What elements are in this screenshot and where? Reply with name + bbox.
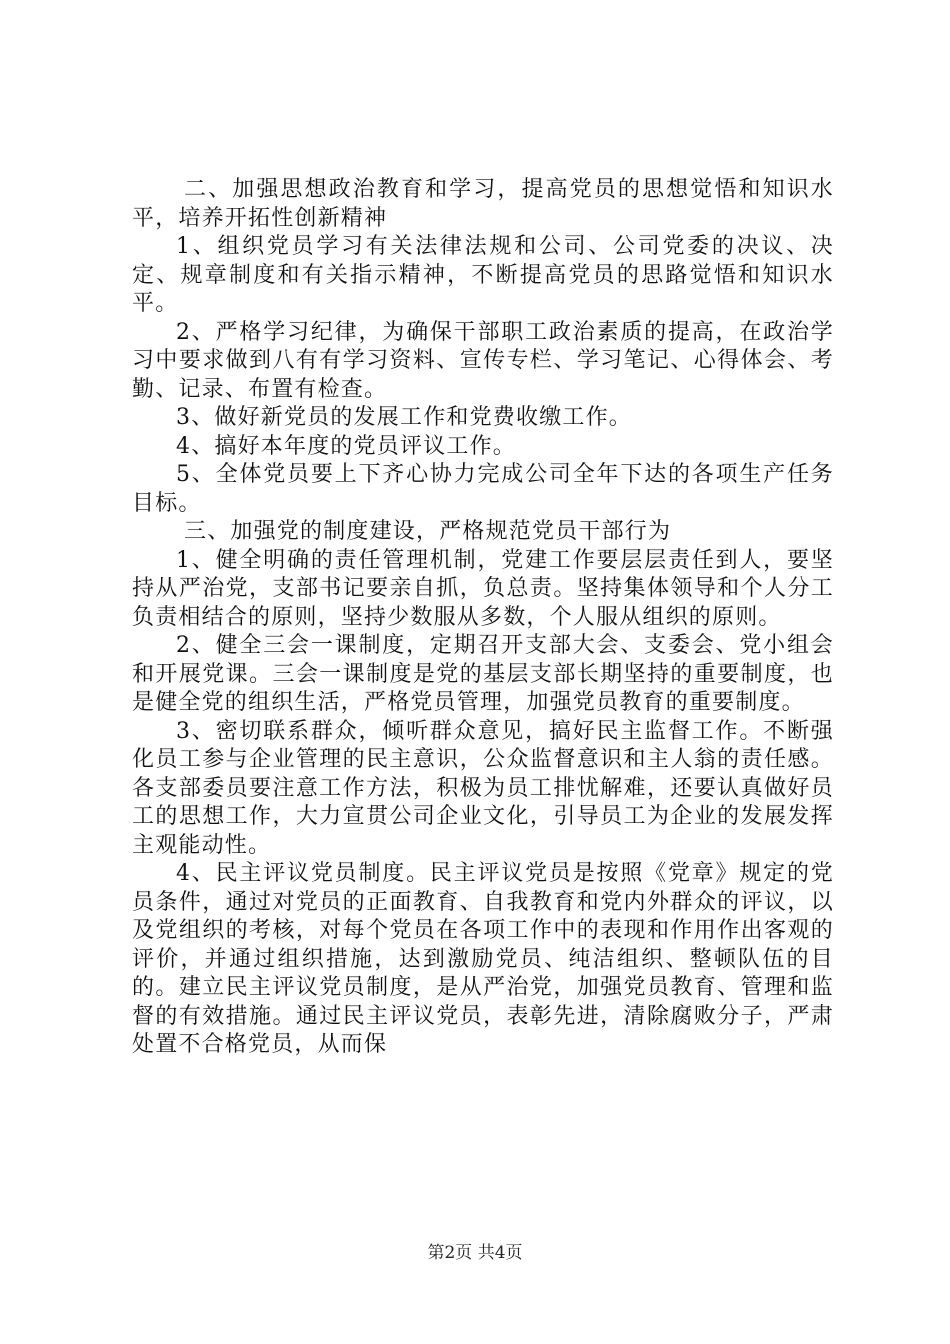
section-heading-2: 二、加强思想政治教育和学习，提高党员的思想觉悟和知识水平，培养开拓性创新精神 — [132, 177, 834, 231]
document-body — [132, 176, 834, 1060]
paragraph-item-3-1: 1、健全明确的责任管理机制，党建工作要层层责任到人，要坚持从严治党，支部书记要亲自抓，负总责。坚持集体领导和个人分工负责相结合的原则，坚持少数服从多数，个人服从组织的原则。 — [132, 547, 834, 630]
paragraph-item-2-5: 5、全体党员要上下齐心协力完成公司全年下达的各项生产任务目标。 — [132, 462, 834, 516]
paragraph-item-2-1: 1、组织党员学习有关法律法规和公司、公司党委的决议、决定、规章制度和有关指示精神，不断提高党员的思路觉悟和知识水平。 — [132, 234, 834, 316]
paragraph-item-2-3: 3、做好新党员的发展工作和党费收缴工作。 — [176, 405, 632, 430]
paragraph-item-3-3: 3、密切联系群众，倾听群众意见，搞好民主监督工作。不断强化员工参与企业管理的民主意识，公众监督意识和主人翁的责任感。各支部委员要注意工作方法，积极为员工排忧解难，还要认真做好员工的思想工作，大力宣贯公司企业文化，引导员工为企业的发展发挥主观能动性。 — [132, 718, 834, 858]
section-heading-3: 三、加强党的制度建设，严格规范党员干部行为 — [184, 519, 672, 544]
page-number-footer: 第2页 共4页 — [427, 1243, 523, 1263]
paragraph-item-2-4: 4、搞好本年度的党员评议工作。 — [176, 433, 516, 459]
paragraph-item-3-2: 2、健全三会一课制度，定期召开支部大会、支委会、党小组会和开展党课。三会一课制度是党的基层支部长期坚持的重要制度，也是健全党的组织生活，严格党员管理，加强党员教育的重要制度。 — [132, 633, 834, 715]
paragraph-item-3-4: 4、民主评议党员制度。民主评议党员是按照《党章》规定的党员条件，通过对党员的正面教育、自我教育和党内外群众的评议，以及党组织的考核，对每个党员在各项工作中的表现和作用作出客观的评价，并通过组织措施，达到激励党员、纯洁组织、整顿队伍的目的。建立民主评议党员制度，是从严治党，加强党员教育、管理和监督的有效措施。通过民主评议党员，表彰先进，清除腐败分子，严肃处置不合格党员，从而保 — [132, 861, 834, 1057]
paragraph-item-2-2: 2、严格学习纪律，为确保干部职工政治素质的提高，在政治学习中要求做到八有有学习资料、宣传专栏、学习笔记、心得体会、考勤、记录、布置有检查。 — [132, 319, 834, 402]
